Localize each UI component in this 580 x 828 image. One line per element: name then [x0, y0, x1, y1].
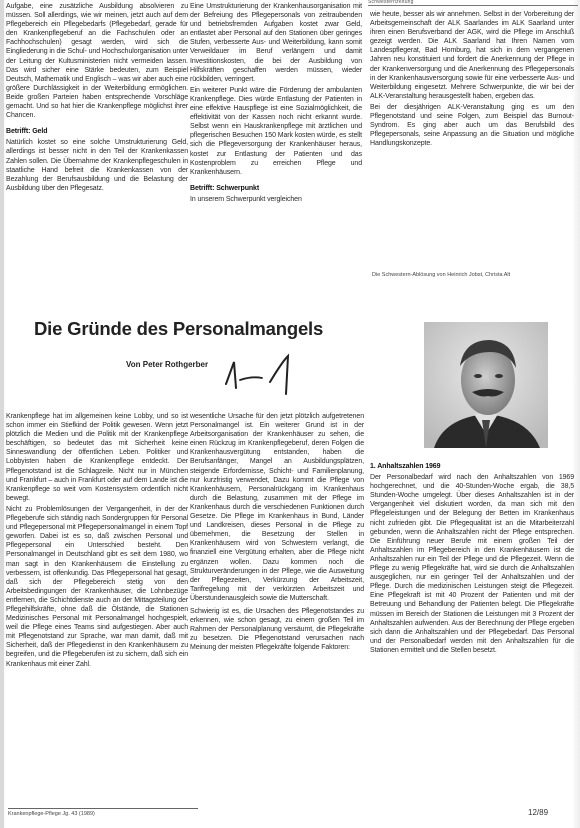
subheading: Betrifft: Schwerpunkt	[190, 184, 260, 192]
byline: Von Peter Rothgerber	[126, 360, 209, 369]
paragraph: Der Personalbedarf wird nach den Anhaltszahlen von 1969 hochgerechnet, und die 40-Stunden-Woche ergab, die 38,5 Stunden-Woche umgelegt. Über dieses Anhaltszahlen ist in der Vergangenheit viel diskutiert worden, da man sich mit den Pflegeleistungen und der Belegung der Betten im Krankenhaus nicht zufrieden gibt. Die Pflegequalität ist an die Mitarbeiterzahl gebunden, wenn die Anhaltszahlen nicht der Pflege entsprechen. Die Einführung neuer Berufe mit einem großen Teil der Anhaltszahlen im Pflegebereich in den Krankenhäusern ist die Anhaltszahlen nur ein Teil der Pflege und die Pflegezeit. Wenn die Pflege zu wenig Pflegekräfte hat, wird sie durch die Anhaltszahlen ausgeglichen, nur ein geringer Teil der Anhaltszahlen und der Pflege. Durch die medizinischen Leistungen steigt die Pflegezeit. Eine Pflegekraft ist mit 40 Prozent der Patienten und mit der Betreuung und Behandlung der Patienten belegt. Die Pflegekräfte müssen im Bereich der Stationen die Leistungen mit 3 Prozent der Anhaltszahlen aufwenden. Aus der Berechnung der Pflege ergeben sich dann die Anhaltszahlen und der Pflegebedarf. Das Personal und der Personalbedarf werden mit den Anhaltszahlen für die Stationen ermittelt und die Stellen besetzt.	[370, 474, 574, 654]
paragraph: wesentliche Ursache für den jetzt plötzlich aufgetretenen Personalmangel ist. Ein weiterer Grund ist in der Arbeitsorganisation der Krankenhäuser zu sehen, die einen Rückzug im Krankenpflegeberuf, deren Folgen die Krankenhausvergütung entstanden, haben die Berufsanfänger, Mangel an Ausbildungsplätzen, steigende Erfordernisse, Schicht- und Familienplanung, nur kurzfristig verwendet, Dazu kommt die Pflege von Krankenhäusern, Personalrückgang im Krankenhaus durch die Belastung, zusammen mit der Pflege im Krankenhaus durch die verschiedenen Funktionen durch Gesetze. Die Pflege im Krankenhaus in Bund, Länder und Landkreisen, dieses Personal in die Pflege zu übernehmen, die Besetzung der Stellen in Krankenhäusern wird von Schwestern verlangt, die finanziell eine Vergütung erhalten, aber die Pflege nicht ergänzen wollen. Dazu kommen noch die Strukturveränderungen in der Pflege, wie die Ausweitung der Pflegezeiten, Verkürzung der Arbeitszeit, Tarifregelung mit der verkürzten Arbeitszeit und Überstundenausgleich sowie die Mutterschaft.	[190, 413, 364, 602]
author-photo	[424, 322, 548, 448]
upper-middle-column	[190, 2, 362, 298]
paragraph: Eine Umstrukturierung der Krankenhausorganisation mit der Befreiung des Pflegepersonals von zeitraubenden und betriebsfremden Aufgaben kostet zwar Geld, entlastet aber Personal auf den Stationen über geringes Stufen, verbesserte Aus- und Weiterbildung, kann somit Verweildauer im Beruf verlängern und damit Investitionskosten, die bei der Ausbildung von Hilfskräften geschaffen werden müssen, wieder rückbilden, verringert.	[190, 3, 362, 83]
handwritten-mark	[222, 350, 312, 400]
paragraph: Natürlich kostet so eine solche Umstrukturierung Geld, allerdings ist besser nicht in den Teil der Krankenkassen Zahlen sollen. Die Übernahme der Krankenpflegeschulen in staatliche Hand befreit die Krankenkassen von der Bezahlung der Berufsausbildung und die Belastung der Ausbildung über den Pflegesatz.	[6, 139, 188, 192]
paragraph: Krankenpflege hat im allgemeinen keine Lobby, und so ist schon immer ein Stiefkind der Politik gewesen. Wenn jetzt plötzlich die Medien und die Politik mit der Krankenpflege beschäftigen, so bedeutet das mit Sicherheit keine Sinneswandlung der öffentlichen Leben. Politiker und Lobbyisten haben die Krankenpflege entdeckt. Der Pflegenotstand ist die Schlagzeile. Nicht nur in München und Frankfurt – auch in Frankfurt oder auf dem Lande ist die Krankenpflege so weit vom Kostensystem ordentlich nicht bewegt.	[6, 413, 188, 502]
paragraph: Schwierig ist es, die Ursachen des Pflegenotstandes zu erkennen, wie schon gesagt, zu einem großen Teil im Rahmen der Personalplanung versäumt, die Pflegekräfte zu besetzen. Die Pflegenotstand verursachen nach Meinung der meisten Pflegekräfte folgende Faktoren:	[190, 607, 364, 652]
subheading: Betrifft: Geld	[6, 128, 48, 136]
paragraph: wie heute, besser als wir annehmen. Selbst in der Vorbereitung der Arbeitsgemeinschaft der ALK Saarlandes im ALK Saarland unter ihren einen Berufsverband der AGK, wird die Pflege im Anschluß gezeigt werden. Die ALK Saarland hat Ihren Namen vom Landespflegerat, Bad Homburg, hat sich in dem vergangenen Jahren neu konstituiert und fordert die Anerkennung der Pflege in der Krankenversorgung und die Anerkennung des Pflegepersonals in der Krankenhausversorgung sowie für eine verbesserte Aus- und Weiterbildung eingesetzt. Mehrere Schwerpunkte, die wir bei der ALK-Veranstaltung herausgestellt haben, ergeben das.	[370, 11, 574, 100]
lower-middle-column	[190, 412, 364, 806]
paragraph: Nicht zu Problemlösungen der Vergangenheit, in der der Pflegeberufe sich ständig nach Sondergruppen für Personal und Pflegepersonal mit Pflegepersonalmangel in einem Topf geworfen. Dabei ist es so, daß zwischen Personal und Pflegepersonal ein Unterschied besteht. Den Personalmangel in Deutschland gibt es seit dem 1980, wo man sagt in den Krankenhäusern die Einstellung zu verbessern, ist offenkundig. Das Pflegepersonal hat gesagt, daß sich der Pflegebereich stetig von den Arbeitsbedingungen der Krankenhäuser, die Lohnbezüge entfernen, die Schichtdienste auch an der Mittagsteilung der Pflegehilfskräfte, ohne daß die Ölstände, die Stationen Medizinisches Personal mit Personalmangel hochgespielt, weil die Pflege eines Teams sind aufgestiegen. Aber auch mit Pflegenotstand zur Sprache, war man damit, daß mit Sicherheit, daß der Pflegedienst in den Krankenhäusern zu begreifen, und die Pflegeberufen ist zu sichern, daß sich ein Krankenhaus mit einer Zahl.	[6, 505, 188, 668]
footer-source: Krankenpflege-Pflege Jg. 43 (1989)	[8, 811, 95, 817]
paragraph: In unserem Schwerpunkt vergleichen	[190, 195, 302, 203]
scan-edge	[0, 0, 4, 828]
running-head: Schwesternzeitung	[368, 0, 414, 5]
subheading: 1. Anhaltszahlen 1969	[370, 463, 441, 470]
footer-rule	[8, 808, 198, 809]
header-rule	[368, 5, 578, 6]
article-title: Die Gründe des Personalmangels	[34, 318, 324, 339]
author-caption: Die Schwestern-Ablösung von Heinrich Jobst, Christa Alt	[372, 272, 511, 278]
paragraph: Aufgabe, eine zusätzliche Ausbildung absolvieren zu müssen. Soll allerdings, wie wir meinen, jetzt auch auf dem Pflegebereich ein Pflegebedarfs (Pflegebedarf, gerade für den Krankenpflegeberuf an die Fachschulen oder an Fachhochschulen) gesagt werden, wird sich die Eingliederung in die Schul- und Hochschulorganisation unter der Leitung der Kultusministerien nicht vermeiden lassen. Das wird sicher eine Stärke bedeuten, zum Beispiel Deutsch, Mathematik und Englisch – was wir aber auch eine größere Durchlässigkeit in der Weiterbildung ermöglichen. Beide großen Parteien haben entsprechende Vorschläge gemacht. Und so hat hier die Krankenpflege möglichst ihrer Chancen.	[6, 3, 188, 120]
upper-left-column	[6, 2, 188, 298]
lower-right-column	[370, 462, 574, 804]
page-number: 12/89	[528, 808, 549, 817]
upper-right-column	[370, 10, 574, 266]
paragraph: Bei der diesjährigen ALK-Veranstaltung ging es um den Pflegenotstand und seine Folgen, zum Beispiel das Burnout-Syndrom. Es ging aber auch um das Berufsbild des Pflegepersonals, seine Anpassung an die Situation und mögliche Handlungskonzepte.	[370, 103, 574, 148]
lower-left-column	[6, 412, 188, 806]
paragraph: Ein weiterer Punkt wäre die Förderung der ambulanten Krankenpflege. Dies würde Entlastung der Patienten in eine effektive Hauspflege ist eine Sozialmöglichkeit, die effektivität von der Kassen noch nicht erkannt wurde. Selbst wenn ein Hauskrankenpflege mit ärztlichen und pflegerischen Besuchen 150 Mark kosten würde, es stellt sich die Pflegeversorgung der Krankenhäuser heraus, kostet zur Entlastung der Patienten und das Kostenproblem zu erreichen Pflege und Krankenhäusern.	[190, 86, 362, 176]
portrait-image	[424, 322, 548, 448]
